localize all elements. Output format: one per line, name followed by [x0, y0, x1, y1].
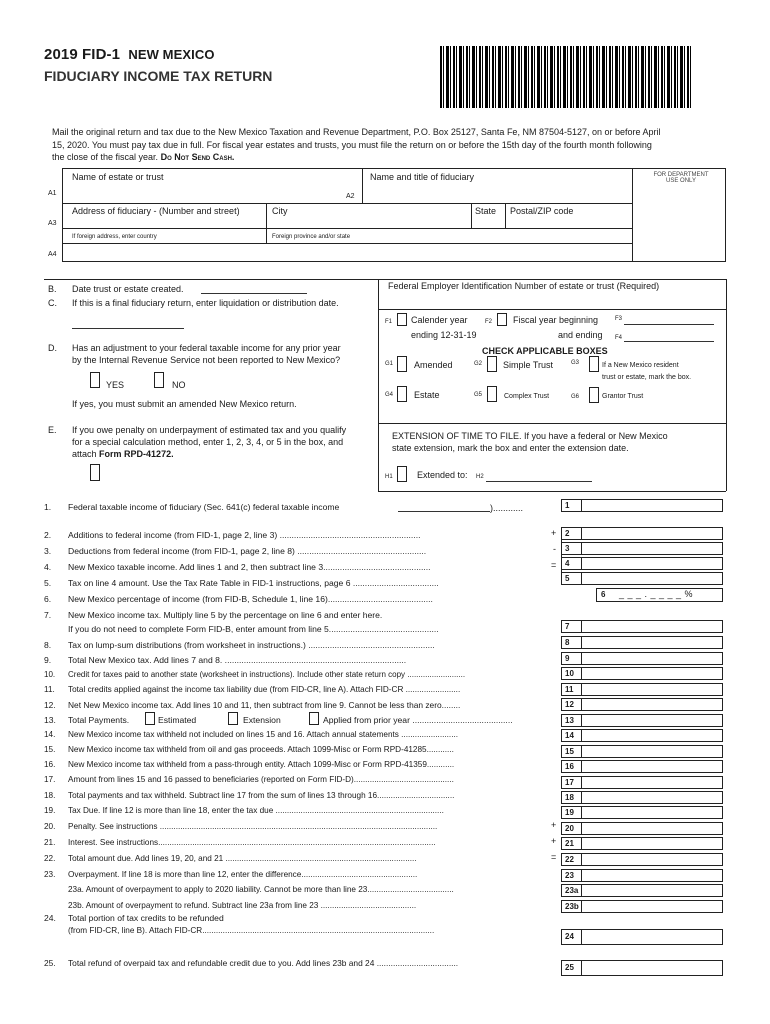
amount-box-10[interactable]: 10 [561, 667, 723, 680]
extension-text-1: EXTENSION OF TIME TO FILE. If you have a federal or New Mexico [392, 431, 668, 441]
amended-label: Amended [414, 360, 453, 370]
fiscal-end-field[interactable] [624, 341, 714, 342]
line-25: 25. Total refund of overpaid tax and refundable credit due to you. Add lines 23b and 24 ................................... [44, 958, 459, 968]
name-of-estate-label: Name of estate or trust [72, 172, 164, 182]
state-name: NEW MEXICO [128, 47, 215, 62]
g3-label: G3 [571, 360, 580, 366]
h2-label: H2 [476, 474, 484, 480]
a4-label: A4 [48, 251, 57, 258]
fiscal-year-checkbox[interactable] [497, 313, 507, 326]
city-field[interactable] [272, 216, 467, 227]
line-17: 17. Amount from lines 15 and 16 passed to beneficiaries (reported on Form FID-D)............................................ [44, 775, 454, 784]
fiscal-begin-field[interactable] [624, 324, 714, 325]
line-6: 6. New Mexico percentage of income (from FID-B, Schedule 1, line 16)............................................ [44, 594, 433, 604]
amount-box-23b[interactable]: 23b [561, 900, 723, 913]
op-plus-2: + [551, 528, 557, 538]
foreign-province-label: Foreign province and/or state [272, 234, 351, 240]
amount-box-15[interactable]: 15 [561, 745, 723, 758]
line-14: 14. New Mexico income tax withheld not included on lines 15 and 16. Attach annual statements ......................... [44, 730, 459, 739]
extension-text-2: state extension, mark the box and enter the extension date. [392, 443, 629, 453]
line-4: 4. New Mexico taxable income. Add lines 1 and 2, then subtract line 3............................................. [44, 562, 431, 572]
b-label: B. [48, 284, 57, 294]
line-3: 3. Deductions from federal income (from FID-1, page 2, line 8) ...................................................... [44, 546, 427, 556]
h1-label: H1 [385, 474, 393, 480]
amount-box-18[interactable]: 18 [561, 791, 723, 804]
percentage-box-6[interactable]: 6 _ _ _ . _ _ _ _ % [596, 588, 723, 602]
amount-box-16[interactable]: 16 [561, 760, 723, 773]
d-label: D. [48, 343, 57, 353]
amount-box-17[interactable]: 17 [561, 776, 723, 789]
e-text-1: If you owe penalty on underpayment of estimated tax and you qualify [72, 425, 347, 435]
no-label: NO [172, 380, 186, 390]
g6-label: G6 [571, 394, 580, 400]
estate-label: Estate [414, 390, 440, 400]
foreign-country-label: If foreign address, enter country [72, 234, 157, 240]
amount-box-23[interactable]: 23 [561, 869, 723, 882]
nm-resident-checkbox[interactable] [589, 356, 599, 372]
foreign-province-field[interactable] [272, 245, 628, 260]
mailing-instructions: Mail the original return and tax due to the New Mexico Taxation and Revenue Department, P.O. Box 25127, Santa Fe, NM 87504-5127, on or before April 15, 2020. You must pay tax due in full. For fiscal year estates and trusts, you must file the return on or before the 15th day of the fourth month following the close of the fiscal year. Do Not Send Cash. [52, 127, 661, 162]
complex-trust-checkbox[interactable] [487, 386, 497, 402]
foreign-country-field[interactable] [70, 245, 260, 260]
e-label: E. [48, 425, 57, 435]
line-20: 20. Penalty. See instructions .......................................................................................................................... [44, 822, 438, 831]
amount-box-13[interactable]: 13 [561, 714, 723, 727]
g4-label: G4 [385, 392, 394, 398]
op-equals-22: = [551, 852, 557, 862]
grantor-trust-label: Grantor Trust [602, 393, 644, 400]
f1-label: F1 [385, 319, 393, 325]
b-text: Date trust or estate created. [72, 284, 184, 294]
name-title-fiduciary-label: Name and title of fiduciary [370, 172, 475, 182]
prior-year-label: Applied from prior year .......................................... [323, 715, 513, 725]
nm-resident-label-1: If a New Mexico resident [602, 362, 679, 369]
simple-trust-label: Simple Trust [503, 360, 554, 370]
estate-checkbox[interactable] [397, 386, 407, 402]
calendar-year-label: Calender year [411, 315, 468, 325]
c-text: If this is a final fiduciary return, enter liquidation or distribution date. [72, 298, 339, 308]
line-24: 24. Total portion of tax credits to be refunded [44, 913, 224, 923]
op-plus-20: + [551, 820, 557, 830]
estimated-label: Estimated [158, 715, 197, 725]
extension-payment-label: Extension [243, 715, 281, 725]
city-label: City [272, 206, 288, 216]
penalty-method-box[interactable] [90, 464, 100, 481]
amount-box-1[interactable]: 1 [561, 499, 723, 512]
liquidation-date-field[interactable] [72, 328, 184, 329]
grantor-trust-checkbox[interactable] [589, 387, 599, 403]
amount-box-5[interactable]: 5 [561, 572, 723, 585]
line-19: 19. Tax Due. If line 12 is more than line 18, enter the tax due .......................................................................... [44, 806, 444, 815]
form-rpd-41272: Form RPD-41272. [99, 449, 174, 459]
d-note: If yes, you must submit an amended New Mexico return. [72, 399, 297, 409]
extension-checkbox[interactable] [397, 466, 407, 482]
fein-label: Federal Employer Identification Number of estate or trust (Required) [388, 281, 660, 291]
zip-field[interactable] [510, 216, 628, 227]
barcode [440, 46, 692, 108]
op-plus-21: + [551, 836, 557, 846]
calendar-year-checkbox[interactable] [397, 313, 407, 326]
department-use-label: FOR DEPARTMENT USE ONLY [653, 172, 709, 184]
line-24-cont: (from FID-CR, line B). Attach FID-CR...................................................................................................... [68, 926, 435, 935]
line-7-cont: If you do not need to complete Form FID-B, enter amount from line 5.............................................. [68, 624, 439, 634]
estimated-checkbox[interactable] [145, 712, 155, 725]
ending-label: ending 12-31-19 [411, 330, 477, 340]
simple-trust-checkbox[interactable] [487, 356, 497, 372]
line-5: 5. Tax on line 4 amount. Use the Tax Rate Table in FID-1 instructions, page 6 .................................... [44, 578, 439, 588]
line-7: 7. New Mexico income tax. Multiply line 5 by the percentage on line 6 and enter here. [44, 610, 383, 620]
amount-box-21[interactable]: 21 [561, 837, 723, 850]
zip-label: Postal/ZIP code [510, 206, 574, 216]
prior-year-checkbox[interactable] [309, 712, 319, 725]
line-1: 1. Federal taxable income of fiduciary (Sec. 641(c) federal taxable income [44, 502, 340, 512]
do-not-send-cash: Do Not Send Cash. [160, 152, 235, 162]
form-id: 2019 FID-1 NEW MEXICO [44, 46, 215, 63]
yes-label: YES [106, 380, 125, 390]
percentage-format: _ _ _ . _ _ _ _ % [619, 589, 694, 599]
address-label: Address of fiduciary - (Number and street) [72, 206, 240, 216]
extended-to-label: Extended to: [417, 470, 468, 480]
line-21: 21. Interest. See instructions.......................................................................................................................... [44, 838, 436, 847]
date-created-field[interactable] [201, 293, 307, 294]
fiduciary-name-field[interactable] [370, 185, 626, 201]
yes-checkbox[interactable] [90, 372, 100, 388]
amount-box-11[interactable]: 11 [561, 683, 723, 696]
a1-label: A1 [48, 190, 57, 197]
amount-box-25[interactable]: 25 [561, 960, 723, 976]
d-text-1: Has an adjustment to your federal taxable income for any prior year [72, 343, 341, 353]
state-label: State [475, 206, 497, 216]
f2-label: F2 [485, 319, 493, 325]
amount-box-19[interactable]: 19 [561, 806, 723, 819]
amount-box-12[interactable]: 12 [561, 698, 723, 711]
amount-box-3[interactable]: 3 [561, 542, 723, 555]
line-15: 15. New Mexico income tax withheld from oil and gas proceeds. Attach 1099-Misc or Form RPD-41285............ [44, 745, 454, 754]
line-11: 11. Total credits applied against the income tax liability due (from FID-CR, line A). Attach FID-CR ........................ [44, 685, 461, 694]
amount-box-2[interactable]: 2 [561, 527, 723, 540]
amount-box-22[interactable]: 22 [561, 853, 723, 866]
line-9: 9. Total New Mexico tax. Add lines 7 and 8. ............................................................................ [44, 655, 407, 665]
nm-resident-label-2: trust or estate, mark the box. [602, 374, 692, 381]
line-23b: 23b. Amount of overpayment to refund. Subtract line 23a from line 23 .......................................... [68, 901, 417, 910]
line-23: 23. Overpayment. If line 18 is more than line 12, enter the difference................................................... [44, 870, 418, 879]
line-10: 10. Credit for taxes paid to another state (worksheet in instructions). Include other state return copy .......................... [44, 670, 466, 679]
check-applicable-heading: CHECK APPLICABLE BOXES [482, 346, 608, 356]
a2-label: A2 [346, 193, 355, 200]
e-text-3: attach [72, 449, 97, 459]
amount-box-20[interactable]: 20 [561, 822, 723, 835]
amended-checkbox[interactable] [397, 356, 407, 372]
line-13: 13. Total Payments. [44, 715, 130, 725]
line-8: 8. Tax on lump-sum distributions (from worksheet in instructions.) ..................................................... [44, 640, 435, 650]
d-text-2: by the Internal Revenue Service not been reported to New Mexico? [72, 355, 341, 365]
line-22: 22. Total amount due. Add lines 19, 20, and 21 .................................................................................... [44, 854, 417, 863]
fein-field[interactable] [388, 293, 718, 307]
extension-payment-checkbox[interactable] [228, 712, 238, 725]
f3-label: F3 [615, 316, 623, 322]
a3-label: A3 [48, 220, 57, 227]
amount-box-4[interactable]: 4 [561, 557, 723, 570]
line-12: 12. Net New Mexico income tax. Add lines 10 and 11, then subtract from line 9. Cannot be less than zero........ [44, 700, 461, 710]
extension-date-field[interactable] [486, 481, 592, 482]
line-2: 2. Additions to federal income (from FID-1, page 2, line 3) ........................................................... [44, 530, 421, 540]
op-equals-4: = [551, 560, 557, 570]
e-text-2: for a special calculation method, enter 1, 2, 3, 4, or 5 in the box, and [72, 437, 344, 447]
line-23a: 23a. Amount of overpayment to apply to 2020 liability. Cannot be more than line 23...................................... [68, 885, 454, 894]
form-title: FIDUCIARY INCOME TAX RETURN [44, 68, 273, 84]
g5-label: G5 [474, 392, 483, 398]
line-16: 16. New Mexico income tax withheld from a pass-through entity. Attach 1099-Misc or Form RPD-41359............ [44, 760, 455, 769]
line-1-inline-field[interactable] [398, 511, 490, 512]
op-minus-3: - [553, 544, 556, 554]
g1-label: G1 [385, 361, 394, 367]
state-field[interactable] [475, 216, 503, 227]
amount-box-24[interactable]: 24 [561, 929, 723, 945]
amount-box-14[interactable]: 14 [561, 729, 723, 742]
f4-label: F4 [615, 335, 623, 341]
amount-box-9[interactable]: 9 [561, 652, 723, 665]
amount-box-23a[interactable]: 23a [561, 884, 723, 897]
estate-name-field[interactable] [70, 185, 356, 201]
and-ending-label: and ending [558, 330, 603, 340]
amount-box-8[interactable]: 8 [561, 636, 723, 649]
c-label: C. [48, 298, 57, 308]
amount-box-7[interactable]: 7 [561, 620, 723, 633]
fiscal-year-label: Fiscal year beginning [513, 315, 599, 325]
no-checkbox[interactable] [154, 372, 164, 388]
g2-label: G2 [474, 361, 483, 367]
complex-trust-label: Complex Trust [504, 393, 550, 400]
address-field[interactable] [70, 216, 260, 227]
line-18: 18. Total payments and tax withheld. Subtract line 17 from the sum of lines 13 through 16.................................. [44, 791, 455, 800]
